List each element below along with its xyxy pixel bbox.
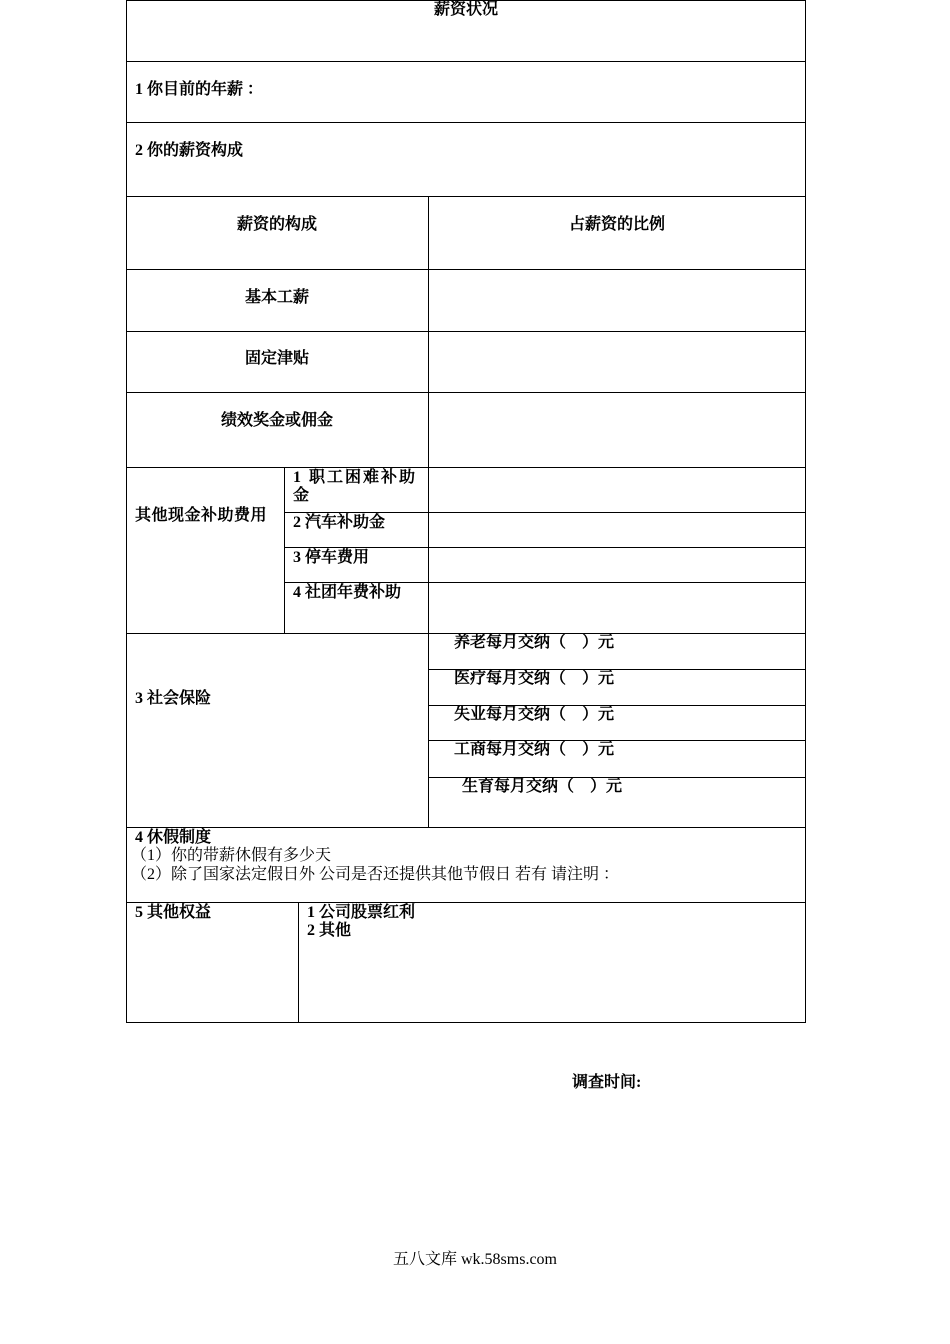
component-bonus: 绩效奖金或佣金 <box>220 412 333 429</box>
salary-structure-label: 2 你的薪资构成 <box>135 142 244 159</box>
survey-time-label: 调查时间: <box>572 1074 642 1091</box>
row-divider <box>126 269 806 270</box>
sub-row-divider <box>284 582 806 583</box>
insurance-pension: 养老每月交纳（ ）元 <box>454 634 615 651</box>
row-divider <box>126 827 806 828</box>
other-benefits-line: 2 其他 <box>307 922 352 939</box>
sub-row-divider <box>284 512 806 513</box>
footer-watermark: 五八文库 wk.58sms.com <box>392 1251 557 1268</box>
leave-line: （2）除了国家法定假日外 公司是否还提供其他节假日 若有 请注明 ： <box>131 866 620 883</box>
leave-line: （1）你的带薪休假有多少天 <box>131 847 332 864</box>
insurance-unemployment: 失业每月交纳（ ）元 <box>454 706 615 723</box>
table-border-left <box>126 0 127 1023</box>
component-fixed-allowance: 固定津贴 <box>244 350 309 367</box>
other-cash-item: 4 社团年费补助 <box>293 584 402 601</box>
row-divider <box>126 392 806 393</box>
component-base-salary: 基本工薪 <box>244 289 309 306</box>
other-cash-item: 1 职工困难补助金 <box>293 469 418 504</box>
leave-title: 4 休假制度 <box>135 829 212 846</box>
other-cash-item: 3 停车费用 <box>293 549 370 566</box>
annual-salary-label: 1 你目前的年薪 ： <box>135 81 264 98</box>
insurance-medical: 医疗每月交纳（ ）元 <box>454 670 615 687</box>
header-composition: 薪资的构成 <box>236 216 317 233</box>
header-ratio: 占薪资的比例 <box>568 216 665 233</box>
other-benefits-line: 1 公司股票红利 <box>307 904 416 921</box>
row-divider <box>126 196 806 197</box>
other-cash-label: 其他现金补助费用 <box>135 507 268 524</box>
row-divider <box>126 122 806 123</box>
row-divider <box>126 467 806 468</box>
page-title: 薪资状况 <box>433 1 498 18</box>
other-benefits-label: 5 其他权益 <box>135 904 212 921</box>
other-cash-item: 2 汽车补助金 <box>293 514 386 531</box>
insurance-maternity: 生育每月交纳（ ）元 <box>462 778 623 795</box>
sub-row-divider <box>284 547 806 548</box>
row-divider <box>126 902 806 903</box>
column-divider <box>284 467 285 633</box>
insurance-injury: 工商每月交纳（ ）元 <box>454 741 615 758</box>
social-insurance-label: 3 社会保险 <box>135 690 212 707</box>
row-divider <box>126 331 806 332</box>
table-border-bottom <box>126 1022 806 1023</box>
row-divider <box>126 61 806 62</box>
column-divider <box>298 902 299 1023</box>
